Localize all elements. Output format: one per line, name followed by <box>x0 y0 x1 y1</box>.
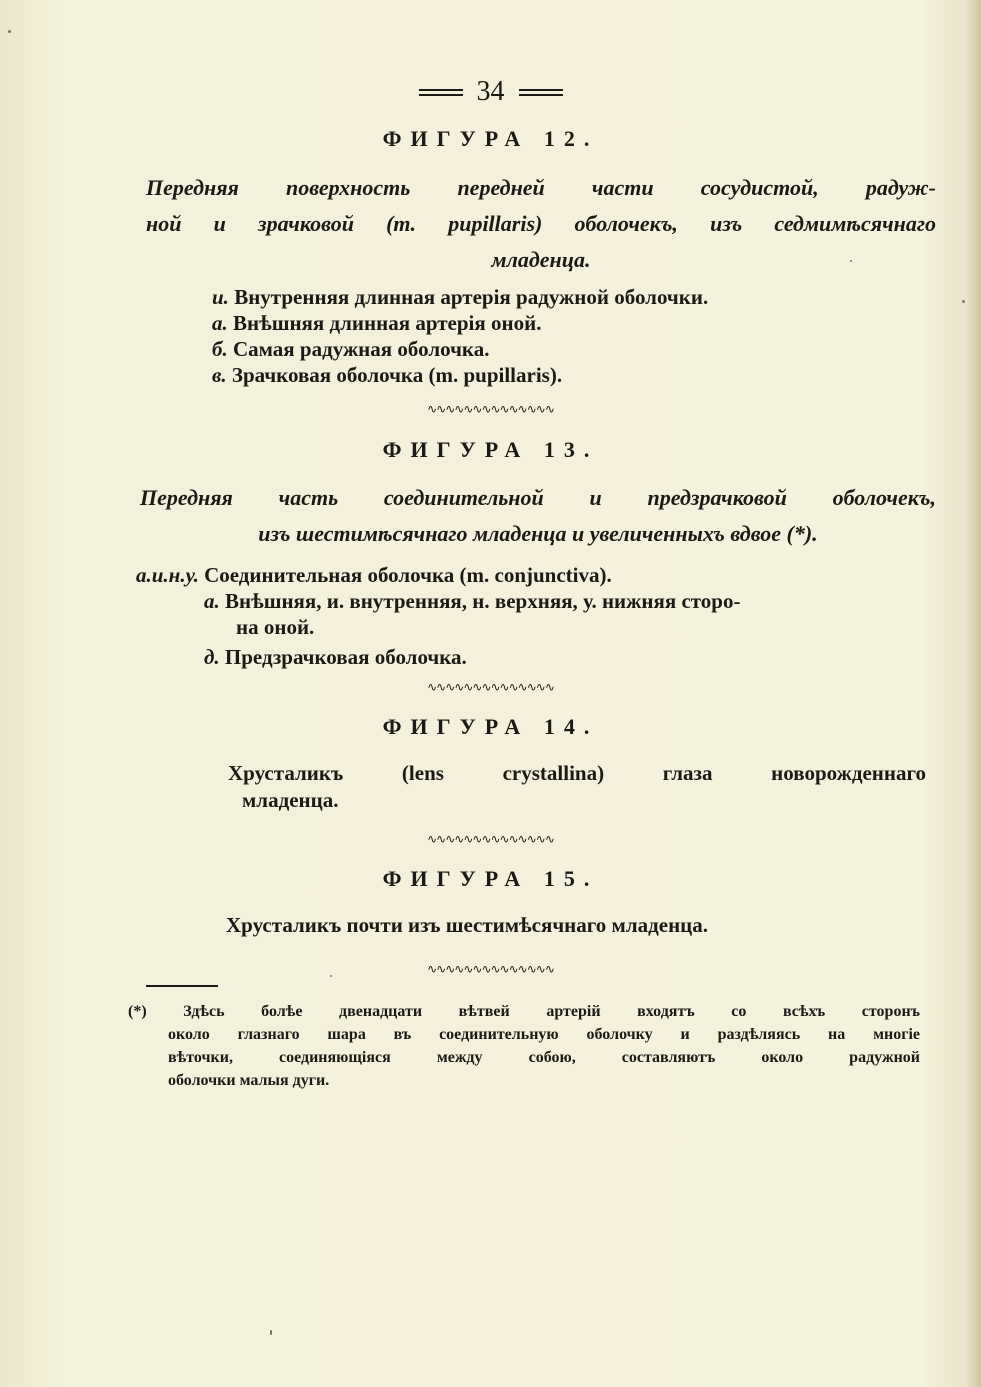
figure-15-heading: ФИГУРА 15. <box>382 866 599 891</box>
footnote-line: оболочки малыя дуги. <box>168 1072 330 1089</box>
footnote-line: вѣточки, соединяющіяся между собою, составляютъ около радужной <box>168 1049 920 1066</box>
text-line: Хрусталикъ (lens crystallina) глаза новорожденнаго <box>228 761 926 785</box>
section-separator: ∿∿∿∿∿∿∿∿∿∿∿∿∿∿ <box>427 680 554 694</box>
legend-key: в. <box>212 363 227 387</box>
figure-14-text <box>228 760 926 814</box>
footnote-rule <box>146 985 218 987</box>
section-separator: ∿∿∿∿∿∿∿∿∿∿∿∿∿∿ <box>427 832 554 846</box>
section-separator: ∿∿∿∿∿∿∿∿∿∿∿∿∿∿ <box>427 962 554 976</box>
legend-item <box>212 284 852 310</box>
paper-speck <box>962 300 965 303</box>
legend-item-continuation <box>136 614 936 640</box>
legend-text: Зрачковая оболочка (m. pupillaris). <box>231 363 563 387</box>
legend-item <box>136 588 936 614</box>
figure-13-heading: ФИГУРА 13. <box>382 437 599 462</box>
legend-text: Соединительная оболочка (m. conjunctiva). <box>204 563 612 587</box>
legend-text: Предзрачковая оболочка. <box>224 645 467 669</box>
caption-line: Передняя поверхность передней части сосудистой, радуж- <box>146 175 936 200</box>
paper-speck <box>8 30 11 33</box>
page-number: 34 <box>476 76 505 107</box>
section-separator: ∿∿∿∿∿∿∿∿∿∿∿∿∿∿ <box>427 402 554 416</box>
page-number-row <box>0 76 981 108</box>
legend-key: а. <box>212 311 228 335</box>
legend-key: а.и.н.у. <box>136 563 199 587</box>
caption-line: ной и зрачковой (m. pupillaris) оболочекъ, изъ седмимѣсячнаго <box>146 211 936 236</box>
right-ornament-rule <box>519 89 563 96</box>
footnote-line: около глазнаго шара въ соединительную оболочку и раздѣляясь на многіе <box>168 1026 920 1043</box>
legend-item <box>212 336 852 362</box>
figure-15-text: Хрусталикъ почти изъ шестимѣсячнаго младенца. <box>226 913 709 937</box>
paper-speck <box>270 1330 272 1335</box>
legend-item <box>136 644 936 670</box>
legend-key: б. <box>212 337 228 361</box>
footnote-marker: (*) <box>128 1003 147 1020</box>
legend-text: Внутренняя длинная артерія радужной оболочки. <box>234 285 709 309</box>
figure-13-caption <box>140 480 936 552</box>
legend-text: Внѣшняя, и. внутренняя, н. верхняя, у. нижняя сторо- <box>225 589 741 613</box>
legend-text: Внѣшняя длинная артерія оной. <box>233 311 542 335</box>
legend-key: д. <box>204 645 220 669</box>
footnote-line <box>128 1000 920 1023</box>
paper-speck <box>850 260 852 262</box>
figure-12-legend <box>212 284 852 388</box>
caption-line: изъ шестимѣсячнаго младенца и увеличенныхъ вдвое (*). <box>258 521 818 546</box>
legend-item <box>212 310 852 336</box>
paper-speck <box>330 975 332 977</box>
left-ornament-rule <box>419 89 463 96</box>
legend-text: Самая радужная оболочка. <box>232 337 490 361</box>
footnote-text: Здѣсь болѣе двенадцати вѣтвей артерій входятъ со всѣхъ сторонъ <box>183 1003 921 1020</box>
legend-key: и. <box>212 285 229 309</box>
text-line: младенца. <box>242 788 339 812</box>
caption-line: младенца. <box>491 247 591 272</box>
legend-text: на оной. <box>236 615 315 639</box>
legend-item <box>136 562 936 588</box>
figure-13-legend <box>136 562 936 670</box>
caption-line: Передняя часть соединительной и предзрачковой оболочекъ, <box>140 485 936 510</box>
legend-key: а. <box>204 589 220 613</box>
footnote <box>128 1000 920 1092</box>
figure-12-heading: ФИГУРА 12. <box>382 126 599 151</box>
legend-item <box>212 362 852 388</box>
figure-12-caption <box>146 170 936 278</box>
figure-14-heading: ФИГУРА 14. <box>382 714 599 739</box>
